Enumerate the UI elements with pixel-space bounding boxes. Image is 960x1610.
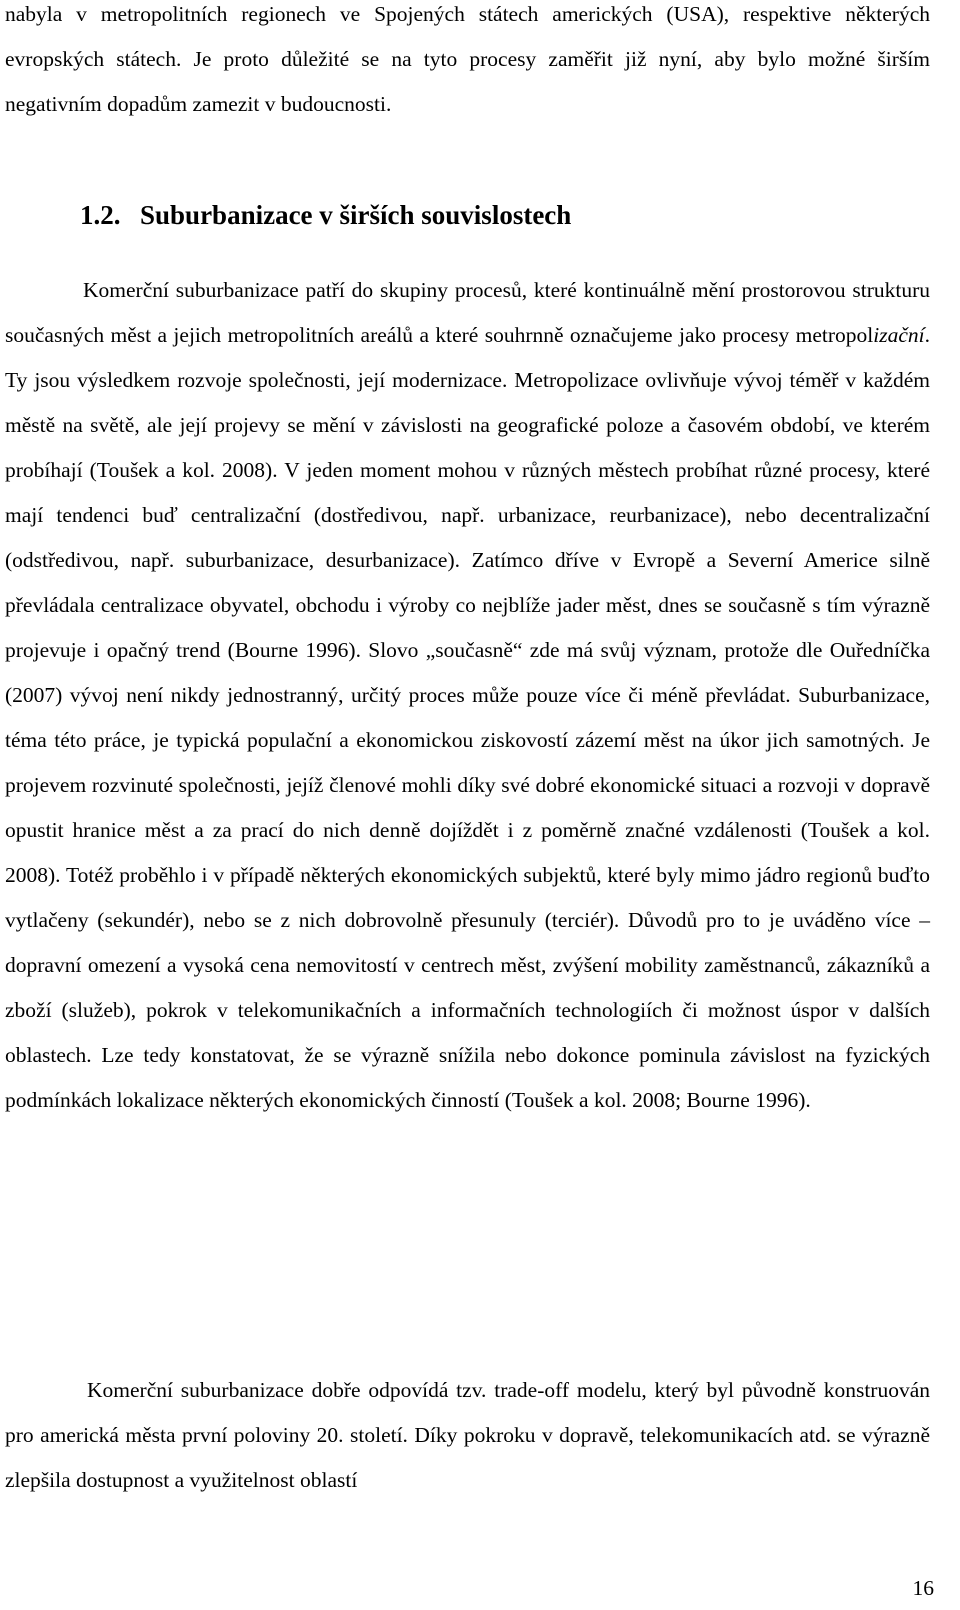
intro-paragraph: nabyla v metropolitních regionech ve Spojených státech amerických (USA), respektive některých evropských státech. Je proto důležité se na tyto procesy zaměřit již nyní, aby bylo možné širším negativním dopadům zamezit v budoucnosti. xyxy=(5,2,930,116)
section-heading xyxy=(80,190,571,240)
main-paragraph-part-1: Komerční suburbanizace patří do skupiny procesů, které kontinuálně mění prostorovou strukturu současných měst a jejich metropolitních areálů a které souhrnně označujeme jako procesy metropol xyxy=(5,278,930,347)
main-paragraph xyxy=(5,268,930,1123)
main-paragraph-part-2: . Ty jsou výsledkem rozvoje společnosti, její modernizace. Metropolizace ovlivňuje vývoj téměř v každém městě na světě, ale její projevy se mění v závislosti na geografické poloze a časovém období, ve kterém probíhají (Toušek a kol. 2008). V jeden moment mohou v různých městech probíhat různé procesy, které mají tendenci buď centralizační (dostředivou, např. urbanizace, reurbanizace), nebo decentralizační (odstředivou, např. suburbanizace, desurbanizace). Zatímco dříve v Evropě a Severní Americe silně převládala centralizace obyvatel, obchodu i výroby co nejblíže jader měst, dnes se současně s tím výrazně projevuje i opačný trend (Bourne 1996). Slovo „současně“ zde má svůj význam, protože dle Ouředníčka (2007) vývoj není nikdy jednostranný, určitý proces může pouze více či méně převládat. Suburbanizace, téma této práce, je typická populační a ekonomickou ziskovostí zázemí měst na úkor jich samotných. Je projevem rozvinuté společnosti, jejíž členové mohli díky své dobré ekonomické situaci a rozvoji v dopravě opustit hranice měst a za prací do nich denně dojíždět i z poměrně značné vzdálenosti (Toušek a kol. 2008). Totéž proběhlo i v případě některých ekonomických subjektů, které byly mimo jádro regionů buďto vytlačeny (sekundér), nebo se z nich dobrovolně přesunuly (terciér). Důvodů pro to je uváděno více – dopravní omezení a vysoká cena nemovitostí v centrech měst, zvýšení mobility zaměstnanců, zákazníků a zboží (služeb), pokrok v telekomunikačních a informačních technologiích či možnost úspor v dalších oblastech. Lze tedy konstatovat, že se výrazně snížila nebo dokonce pominula závislost na fyzických podmínkách lokalizace některých ekonomických činností (Toušek a kol. 2008; Bourne 1996). xyxy=(5,323,930,1112)
section-number: 1.2. xyxy=(80,200,121,230)
page-number: 16 xyxy=(912,1576,934,1600)
second-paragraph: Komerční suburbanizace dobře odpovídá tzv. trade-off modelu, který byl původně konstruován pro americká města první poloviny 20. století. Díky pokroku v dopravě, telekomunikacích atd. se výrazně zlepšila dostupnost a využitelnost oblastí xyxy=(5,1378,930,1492)
main-paragraph-italic: izační xyxy=(873,323,925,347)
section-title: Suburbanizace v širších souvislostech xyxy=(140,200,572,230)
